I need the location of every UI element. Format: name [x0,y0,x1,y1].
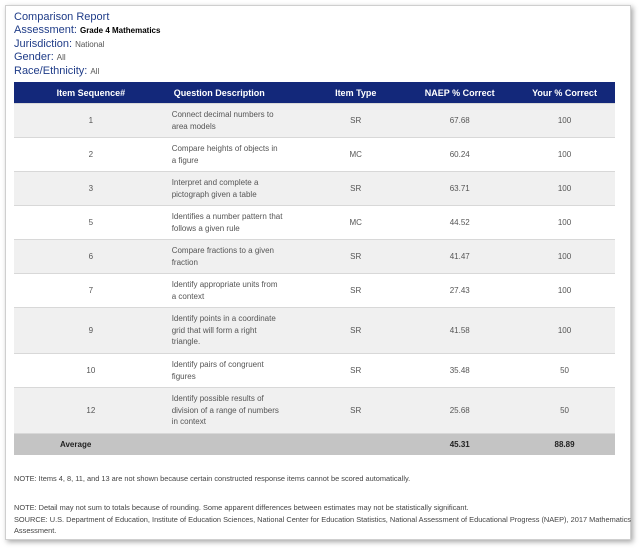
your-correct: 100 [514,240,615,274]
item-type: SR [306,172,405,206]
assessment-label: Assessment: [14,24,77,37]
item-type: SR [306,354,405,388]
naep-correct: 41.47 [405,240,514,274]
table-row [14,138,615,172]
question-description: Compare fractions to a given fraction [171,246,274,267]
item-sequence: 1 [14,104,168,138]
item-sequence: 9 [14,308,168,354]
your-correct: 100 [514,308,615,354]
naep-correct: 25.68 [405,388,514,434]
report-meta [14,9,160,76]
your-correct: 50 [514,354,615,388]
gender-label: Gender: [14,51,54,64]
your-correct: 100 [514,206,615,240]
race-value: All [90,66,100,76]
item-type: MC [306,206,405,240]
naep-correct: 60.24 [405,138,514,172]
assessment-value: Grade 4 Mathematics [79,26,161,36]
item-type: SR [306,388,405,434]
average-naep-correct: 45.31 [405,434,514,456]
item-type: MC [306,138,405,172]
table-header-row [14,82,615,104]
notes-footer [14,502,640,537]
naep-correct: 35.48 [405,354,514,388]
header-your-correct: Your % Correct [514,82,615,104]
item-type: SR [306,308,405,354]
average-label: Average [14,434,168,456]
your-correct: 100 [514,138,615,172]
race-label: Race/Ethnicity: [14,64,88,77]
your-correct: 100 [514,104,615,138]
table-row [14,354,615,388]
question-description: Compare heights of objects in a figure [171,144,278,165]
header-naep-correct: NAEP % Correct [405,82,514,104]
table-row [14,274,615,308]
naep-correct: 41.58 [405,308,514,354]
source-note: SOURCE: U.S. Department of Education, Institute of Education Sciences, National Center for Education Statistics, National Assessment of Educational Progress (NAEP), 2017 Mathematics Assessment. [14,514,632,535]
your-correct: 100 [514,274,615,308]
question-description: Identify pairs of congruent figures [171,360,264,381]
note-excluded-items: NOTE: Items 4, 8, 11, and 13 are not shown because certain constructed response items cannot be scored automatically. [14,474,411,483]
jurisdiction-label: Jurisdiction: [14,37,73,50]
header-item-type: Item Type [306,82,405,104]
header-item-sequence: Item Sequence# [14,82,168,104]
naep-correct: 27.43 [405,274,514,308]
table-row [14,240,615,274]
table-row [14,172,615,206]
question-description: Identify appropriate units from a context [171,280,278,301]
report-title: Comparison Report [14,11,110,23]
table-row [14,308,615,354]
your-correct: 100 [514,172,615,206]
table-row [14,104,615,138]
average-row [14,434,615,456]
item-sequence: 12 [14,388,168,434]
item-type: SR [306,240,405,274]
naep-correct: 63.71 [405,172,514,206]
item-sequence: 10 [14,354,168,388]
jurisdiction-value: National [75,39,105,49]
header-question-description: Question Description [168,82,306,104]
average-your-correct: 88.89 [514,434,615,456]
item-type: SR [306,274,405,308]
question-description: Interpret and complete a pictograph given a table [171,178,259,199]
naep-correct: 67.68 [405,104,514,138]
your-correct: 50 [514,388,615,434]
item-type: SR [306,104,405,138]
note-rounding: NOTE: Detail may not sum to totals because of rounding. Some apparent differences between estimates may not be statistically significant. [14,503,469,512]
item-sequence: 5 [14,206,168,240]
question-description: Connect decimal numbers to area models [171,110,274,131]
item-sequence: 2 [14,138,168,172]
question-description: Identifies a number pattern that follows a given rule [171,212,283,233]
table-row [14,206,615,240]
item-sequence: 7 [14,274,168,308]
question-description: Identify points in a coordinate grid that will form a right triangle. [171,314,276,347]
naep-correct: 44.52 [405,206,514,240]
gender-value: All [56,53,66,63]
table-row [14,388,615,434]
item-sequence: 3 [14,172,168,206]
question-description: Identify possible results of division of a range of numbers in context [171,394,279,427]
comparison-table [14,82,615,455]
item-sequence: 6 [14,240,168,274]
